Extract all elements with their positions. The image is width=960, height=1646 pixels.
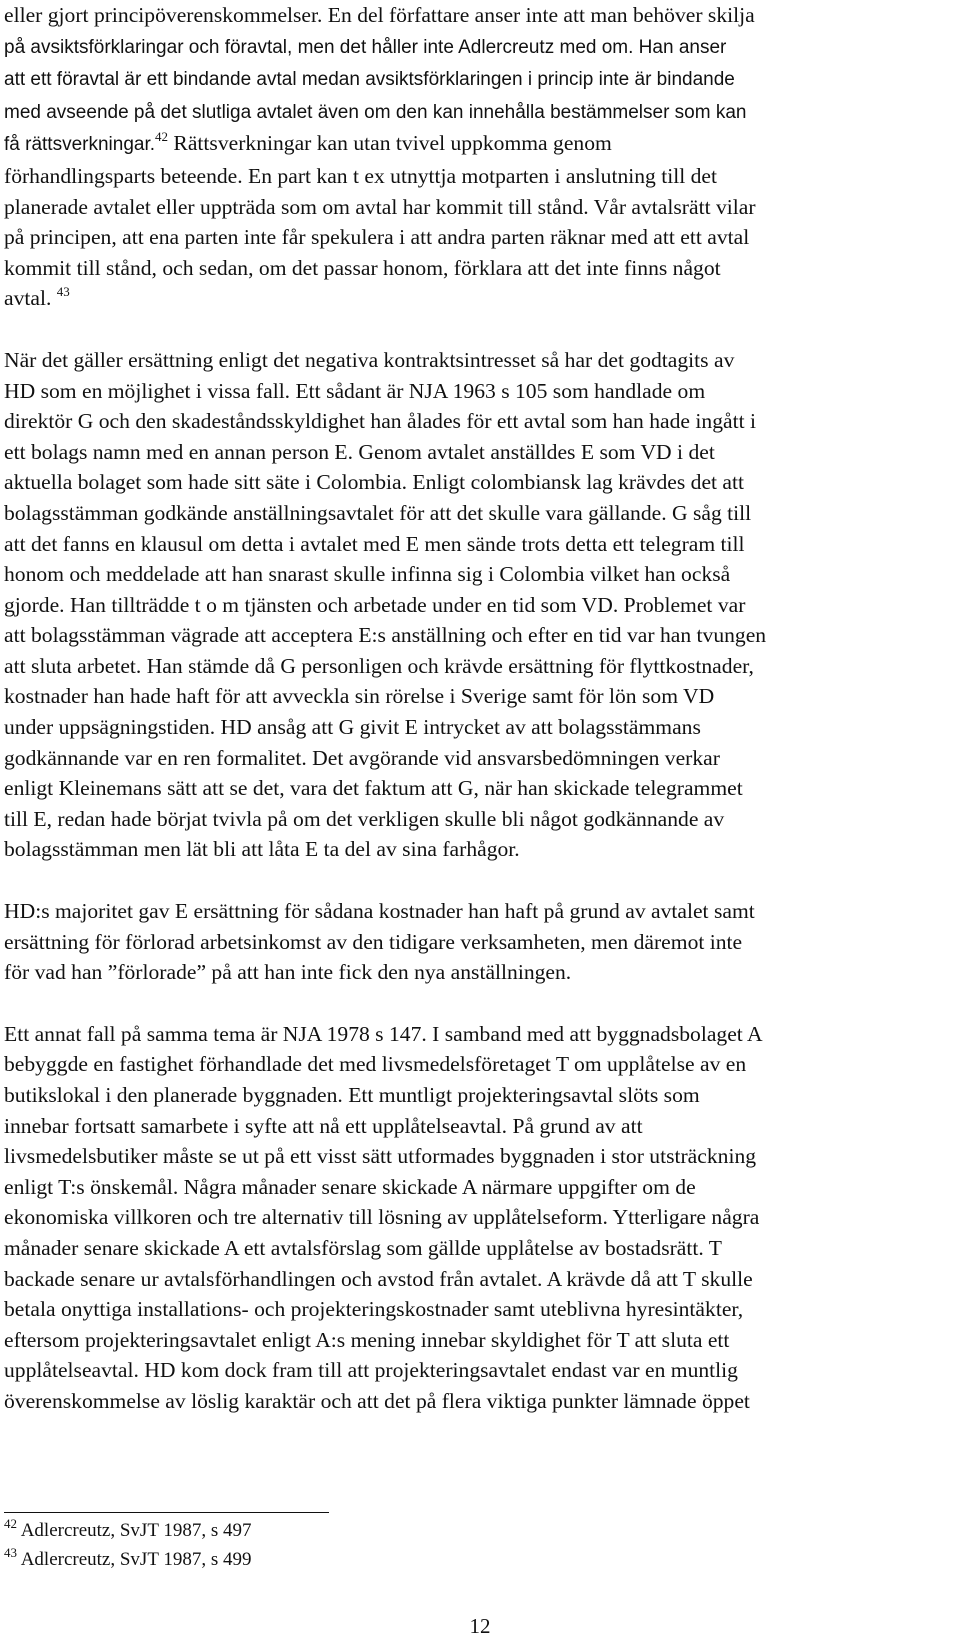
- line-text: ett bolags namn med en annan person E. Genom avtalet anställdes E som VD i det: [4, 439, 715, 464]
- line-text: aktuella bolaget som hade sitt säte i Colombia. Enligt colombiansk lag krävdes det att: [4, 470, 745, 495]
- line-text: HD som en möjlighet i vissa fall. Ett sådant är NJA 1963 s 105 som handlade om: [4, 378, 706, 403]
- footnote-divider: [4, 1512, 329, 1513]
- text-line: [4, 253, 954, 284]
- line-text: När det gäller ersättning enligt det negativa kontraktsintresset så har det godtagits av: [4, 347, 735, 372]
- line-text: att ett föravtal är ett bindande avtal medan avsiktsförklaringen i princip inte är bindande: [4, 69, 735, 91]
- text-line: [4, 896, 954, 927]
- line-text: HD:s majoritet gav E ersättning för sådana kostnader han haft på grund av avtalet samt: [4, 899, 755, 924]
- text-line: [4, 161, 954, 192]
- paragraph: [4, 0, 954, 314]
- text-line: [4, 1080, 954, 1111]
- line-text: eftersom projekteringsavtalet enligt A:s mening innebar skyldighet för T att sluta ett: [4, 1327, 730, 1352]
- text-line: [4, 128, 954, 161]
- text-line: [4, 222, 954, 253]
- line-text: kostnader han hade haft för att avveckla sin rörelse i Sverige samt för lön som VD: [4, 684, 715, 709]
- footnote-reference: 42: [155, 129, 169, 145]
- line-text: bolagsstämman men lät bli att låta E ta del av sina farhågor.: [4, 837, 520, 862]
- text-line: [4, 376, 954, 407]
- text-line: [4, 345, 954, 376]
- line-text: bolagsstämman godkände anställningsavtalet för att det skulle vara gällande. G såg till: [4, 500, 752, 525]
- text-line: [4, 773, 954, 804]
- line-text: att det fanns en klausul om detta i avtalet med E men sände trots detta ett telegram till: [4, 531, 745, 556]
- document-body: [4, 0, 954, 1417]
- footnotes: [4, 1516, 252, 1574]
- line-text: på principen, att ena parten inte får spekulera i att andra parten räknar med att ett avtal: [4, 225, 750, 250]
- text-line: [4, 1264, 954, 1295]
- text-line: [4, 96, 954, 129]
- line-text: gjorde. Han tillträdde t o m tjänsten och arbetade under en tid som VD. Problemet var: [4, 592, 746, 617]
- text-line: [4, 1202, 954, 1233]
- footnote-text: Adlercreutz, SvJT 1987, s 497: [20, 1520, 252, 1541]
- text-line: [4, 1386, 954, 1417]
- text-line: [4, 467, 954, 498]
- line-text: upplåtelseavtal. HD kom dock fram till att projekteringsavtalet endast var en muntlig: [4, 1358, 738, 1383]
- line-text: under uppsägningstiden. HD ansåg att G givit E intrycket av att bolagsstämmans: [4, 715, 701, 740]
- line-text: att sluta arbetet. Han stämde då G personligen och krävde ersättning för flyttkostnader,: [4, 653, 754, 678]
- line-text: ersättning för förlorad arbetsinkomst av den tidigare verksamheten, men däremot inte: [4, 929, 743, 954]
- text-line: [4, 712, 954, 743]
- line-text: överenskommelse av löslig karaktär och att det på flera viktiga punkter lämnade öppet: [4, 1388, 750, 1413]
- footnote-text: Adlercreutz, SvJT 1987, s 499: [20, 1549, 252, 1570]
- line-text: enligt T:s önskemål. Några månader senare skickade A närmare uppgifter om de: [4, 1174, 696, 1199]
- text-line: [4, 406, 954, 437]
- line-text: att bolagsstämman vägrade att acceptera E:s anställning och efter en tid var han tvungen: [4, 623, 767, 648]
- footnote: [4, 1516, 252, 1545]
- text-line: [4, 1141, 954, 1172]
- line-text: betala onyttiga installations- och projekteringskostnader samt uteblivna hyresintäkter,: [4, 1297, 744, 1322]
- line-text: honom och meddelade att han snarast skulle infinna sig i Colombia vilket han också: [4, 562, 731, 587]
- line-text: kommit till stånd, och sedan, om det passar honom, förklara att det inte finns något: [4, 255, 721, 280]
- text-line: [4, 1325, 954, 1356]
- text-line: [4, 1233, 954, 1264]
- line-text: enligt Kleinemans sätt att se det, vara det faktum att G, när han skickade telegrammet: [4, 776, 743, 801]
- text-line: [4, 559, 954, 590]
- line-text: bebyggde en fastighet förhandlade det med livsmedelsföretaget T om upplåtelse av en: [4, 1052, 747, 1077]
- line-text: avtal.: [4, 286, 57, 311]
- paragraph: [4, 345, 954, 865]
- text-line: [4, 0, 954, 31]
- text-line: [4, 192, 954, 223]
- line-text: månader senare skickade A ett avtalsförslag som gällde upplåtelse av bostadsrätt. T: [4, 1235, 722, 1260]
- text-line: [4, 927, 954, 958]
- footnote-reference: 43: [56, 284, 70, 300]
- text-line: [4, 437, 954, 468]
- footnote: [4, 1545, 252, 1574]
- line-text: på avsiktsförklaringar och föravtal, men det håller inte Adlercreutz med om. Han anser: [4, 36, 727, 58]
- line-text: butikslokal i den planerade byggnaden. Ett muntligt projekteringsavtal slöts som: [4, 1083, 700, 1107]
- line-text: godkännande var en ren formalitet. Det avgörande vid ansvarsbedömningen verkar: [4, 745, 720, 770]
- line-text: ekonomiska villkoren och tre alternativ till lösning av upplåtelseform. Ytterligare några: [4, 1205, 760, 1230]
- text-line: [4, 590, 954, 621]
- line-text: få rättsverkningar.: [4, 134, 156, 156]
- text-line: [4, 651, 954, 682]
- line-text: med avseende på det slutliga avtalet även om den kan innehålla bestämmelser som kan: [4, 101, 747, 123]
- line-text: innebar fortsatt samarbete i syfte att nå ett upplåtelseavtal. På grund av att: [4, 1113, 643, 1138]
- text-line: [4, 1019, 954, 1050]
- paragraph: [4, 1019, 954, 1417]
- paragraph-gap: [4, 865, 954, 896]
- paragraph: [4, 896, 954, 988]
- line-text: eller gjort principöverenskommelser. En del författare anser inte att man behöver skilja: [4, 3, 755, 27]
- line-text: livsmedelsbutiker måste se ut på ett visst sätt utformades byggnaden i stor utsträckning: [4, 1144, 757, 1169]
- paragraph-gap: [4, 988, 954, 1019]
- text-line: [4, 681, 954, 712]
- line-text: direktör G och den skadeståndsskyldighet han ålades för ett avtal som han hade ingått i: [4, 409, 756, 434]
- footnote-number: 43: [4, 1545, 17, 1560]
- line-text: för vad han ”förlorade” på att han inte fick den nya anställningen.: [4, 960, 572, 985]
- text-line: [4, 957, 954, 988]
- text-line: [4, 620, 954, 651]
- text-line: [4, 1294, 954, 1325]
- text-line: [4, 743, 954, 774]
- text-line: [4, 834, 954, 865]
- line-text: förhandlingsparts beteende. En part kan t ex utnyttja motparten i anslutning till det: [4, 163, 718, 188]
- text-line: [4, 63, 954, 96]
- text-line: [4, 1049, 954, 1080]
- text-line: [4, 804, 954, 835]
- text-line: [4, 1111, 954, 1142]
- paragraphs: [4, 0, 954, 1417]
- line-text: planerade avtalet eller uppträda som om avtal har kommit till stånd. Vår avtalsrätt vilar: [4, 194, 756, 219]
- line-text-continued: Rättsverkningar kan utan tvivel uppkomma genom: [168, 131, 612, 156]
- text-line: [4, 283, 954, 314]
- footnote-number: 42: [4, 1516, 17, 1531]
- text-line: [4, 529, 954, 560]
- text-line: [4, 1355, 954, 1386]
- text-line: [4, 498, 954, 529]
- text-line: [4, 31, 954, 64]
- line-text: Ett annat fall på samma tema är NJA 1978 s 147. I samband med att byggnadsbolaget A: [4, 1021, 763, 1046]
- page-number: 12: [469, 1614, 491, 1638]
- text-line: [4, 1172, 954, 1203]
- line-text: till E, redan hade börjat tvivla på om det verkligen skulle bli något godkännande av: [4, 806, 725, 831]
- paragraph-gap: [4, 314, 954, 345]
- line-text: backade senare ur avtalsförhandlingen och avstod från avtalet. A krävde då att T skulle: [4, 1266, 753, 1291]
